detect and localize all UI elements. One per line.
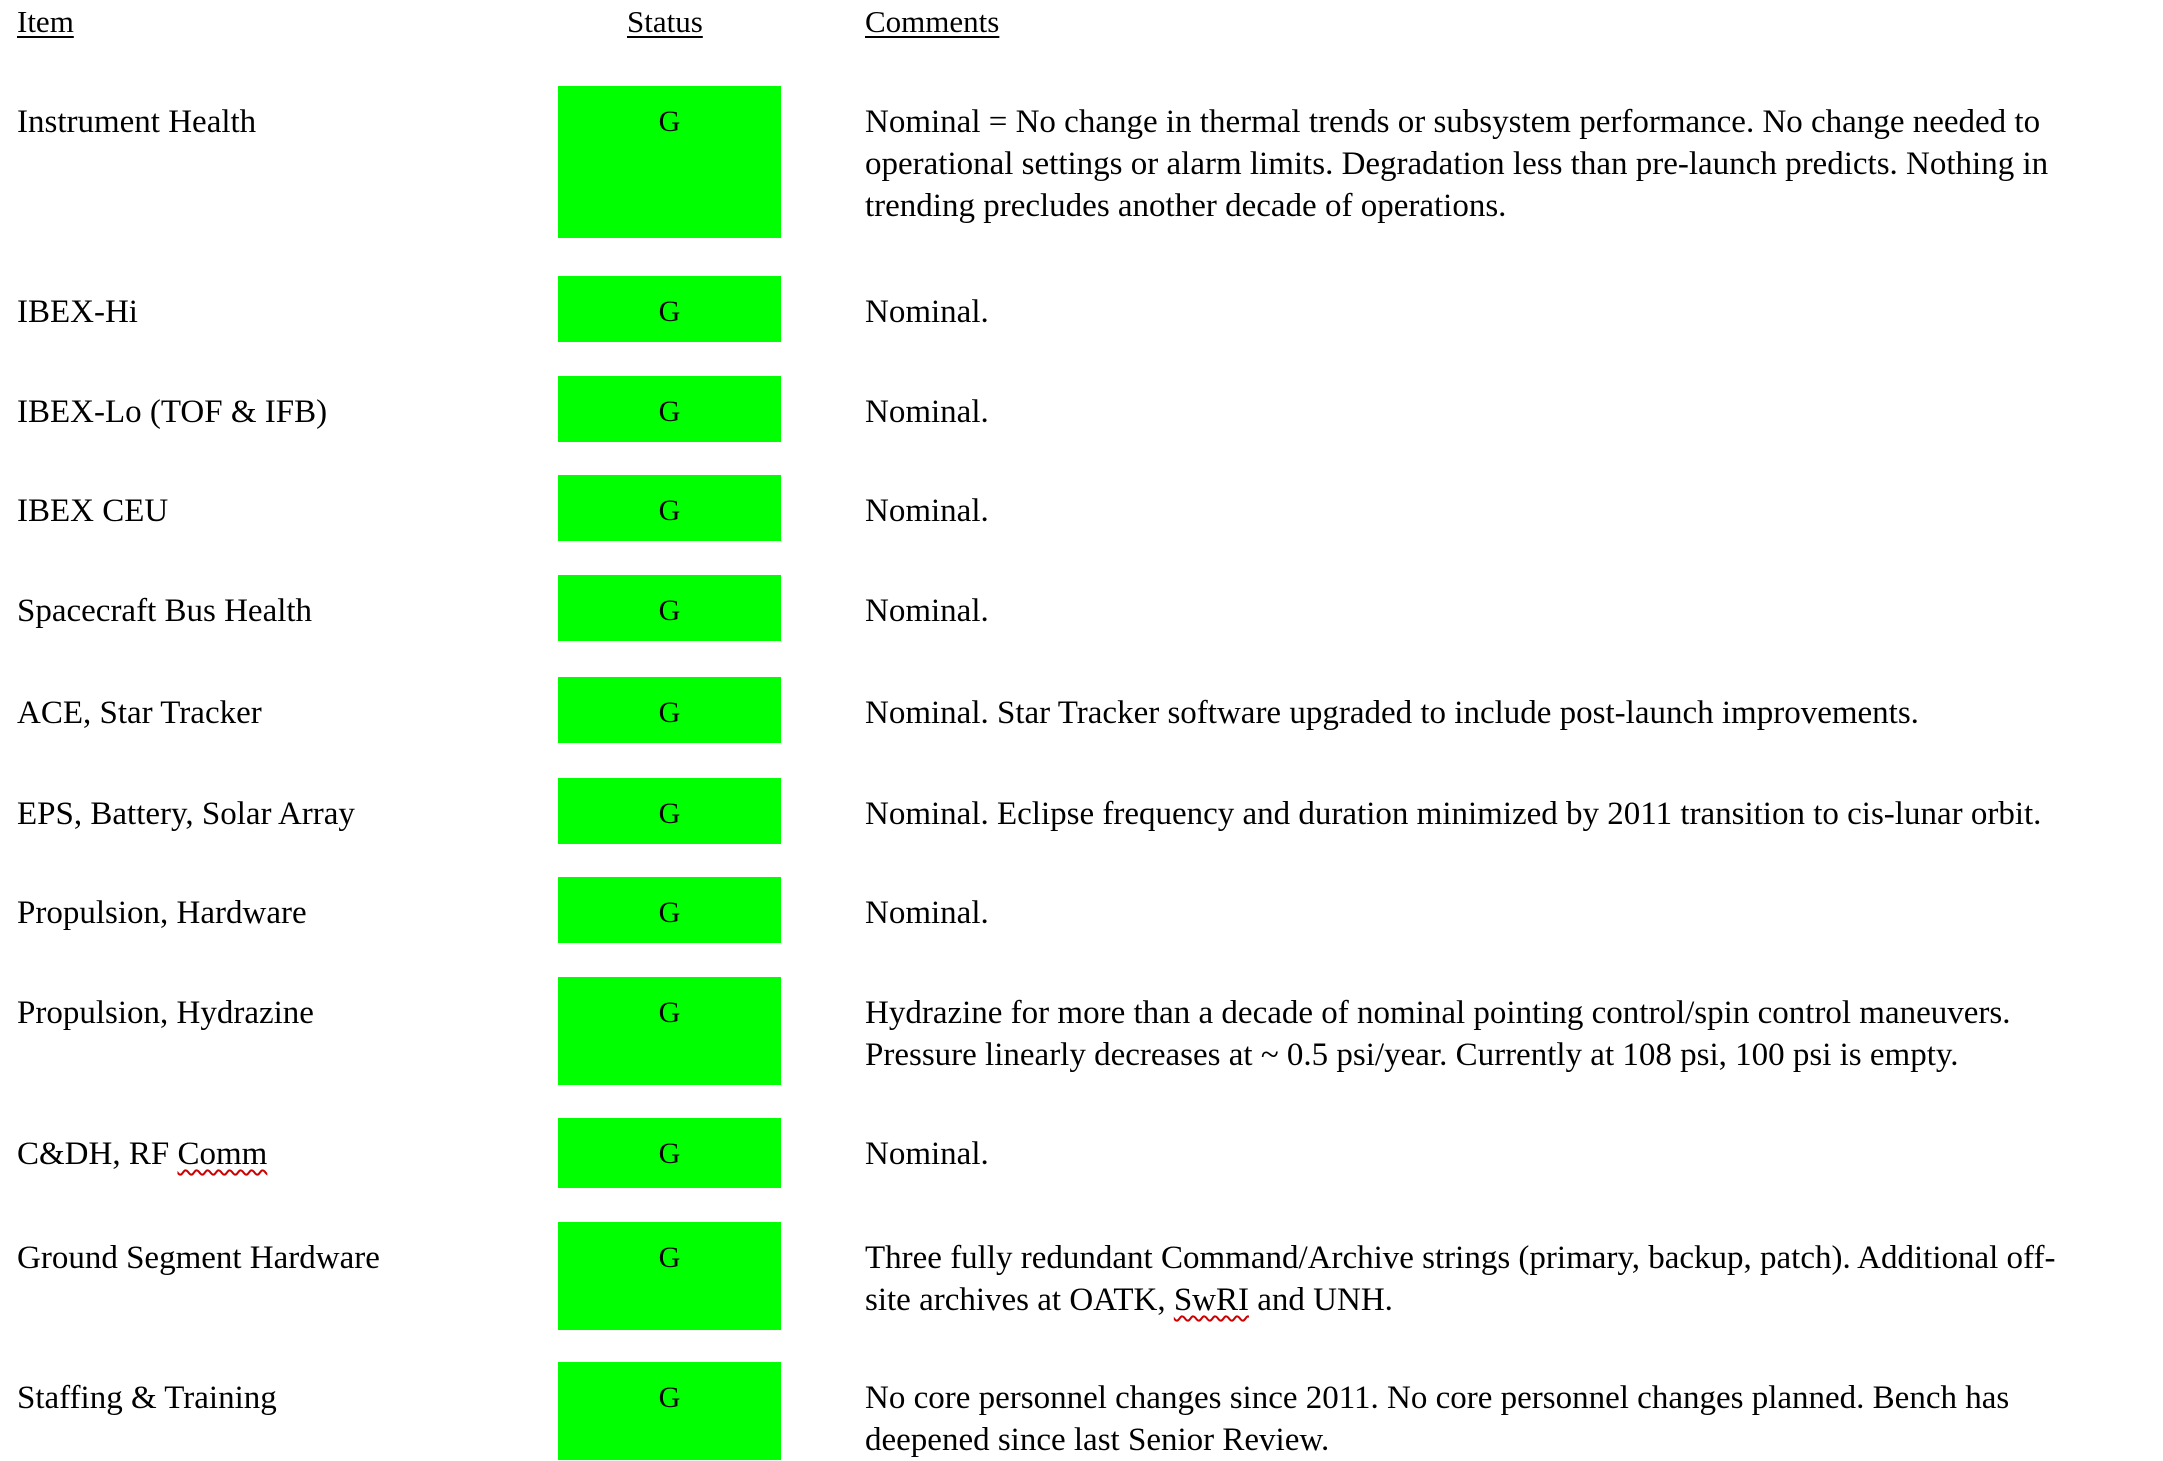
item-label: Propulsion, Hydrazine	[17, 995, 314, 1031]
comment-line: Nominal.	[865, 1136, 989, 1172]
comment-line: Nominal. Star Tracker software upgraded to include post-launch improvements.	[865, 695, 1919, 731]
spellcheck-marked-word: SwRI	[1173, 1282, 1250, 1318]
status-value: G	[658, 896, 681, 929]
comment-line	[865, 1279, 2155, 1321]
status-value: G	[658, 1381, 681, 1414]
comment-line: Nominal = No change in thermal trends or subsystem performance. No change needed to	[865, 104, 2041, 140]
comment-text	[865, 1377, 2155, 1461]
status-value: G	[658, 594, 681, 627]
status-badge	[558, 575, 781, 641]
comment-line: operational settings or alarm limits. Degradation less than pre-launch predicts. Nothing in	[865, 146, 2049, 182]
item-label: EPS, Battery, Solar Array	[17, 796, 355, 832]
status-badge	[558, 376, 781, 442]
comment-text	[865, 590, 2155, 632]
comment-text	[865, 1133, 2155, 1175]
comment-line: Nominal.	[865, 593, 989, 629]
comment-line: trending precludes another decade of operations.	[865, 188, 1507, 224]
status-value: G	[658, 1137, 681, 1170]
header-comments: Comments	[865, 4, 1000, 39]
comment-line: Nominal.	[865, 294, 989, 330]
status-badge	[558, 1118, 781, 1188]
status-badge	[558, 276, 781, 342]
status-badge	[558, 877, 781, 943]
status-badge	[558, 677, 781, 743]
comment-text	[865, 692, 2155, 734]
status-value: G	[658, 696, 681, 729]
item-label	[17, 1133, 267, 1175]
status-badge	[558, 1222, 781, 1330]
status-value: G	[658, 996, 681, 1029]
comment-line: No core personnel changes since 2011. No core personnel changes planned. Bench has	[865, 1380, 2010, 1416]
comment-text	[865, 1237, 2155, 1321]
status-badge	[558, 475, 781, 541]
item-label: Instrument Health	[17, 104, 257, 140]
item-label-prefix: C&DH, RF	[17, 1136, 178, 1172]
status-badge	[558, 778, 781, 844]
comment-text	[865, 793, 2155, 835]
item-label: IBEX-Hi	[17, 294, 138, 330]
comment-line-suffix: and UNH.	[1249, 1282, 1393, 1318]
comment-text	[865, 101, 2155, 227]
comment-text	[865, 490, 2155, 532]
status-badge	[558, 86, 781, 238]
comment-line: Hydrazine for more than a decade of nominal pointing control/spin control maneuvers.	[865, 995, 2011, 1031]
header-status: Status	[627, 4, 703, 39]
comment-line: deepened since last Senior Review.	[865, 1422, 1330, 1458]
status-badge	[558, 1362, 781, 1460]
item-label: Spacecraft Bus Health	[17, 593, 313, 629]
item-label: Propulsion, Hardware	[17, 895, 307, 931]
comment-line: Nominal.	[865, 895, 989, 931]
comment-text	[865, 291, 2155, 333]
status-value: G	[658, 105, 681, 138]
item-label: IBEX CEU	[17, 493, 169, 529]
status-value: G	[658, 797, 681, 830]
status-value: G	[658, 494, 681, 527]
comment-line: Nominal.	[865, 493, 989, 529]
status-value: G	[658, 1241, 681, 1274]
comment-line: Pressure linearly decreases at ~ 0.5 psi/year. Currently at 108 psi, 100 psi is empty.	[865, 1037, 1959, 1073]
spellcheck-marked-word: Comm	[177, 1136, 268, 1172]
status-value: G	[658, 295, 681, 328]
item-label: IBEX-Lo (TOF & IFB)	[17, 394, 328, 430]
item-label: Ground Segment Hardware	[17, 1240, 380, 1276]
comment-text	[865, 892, 2155, 934]
comment-text	[865, 391, 2155, 433]
comment-line: Nominal.	[865, 394, 989, 430]
comment-line-prefix: site archives at OATK,	[865, 1282, 1174, 1318]
header-item: Item	[17, 4, 74, 39]
item-label: Staffing & Training	[17, 1380, 277, 1416]
status-badge	[558, 977, 781, 1085]
comment-text	[865, 992, 2155, 1076]
status-value: G	[658, 395, 681, 428]
comment-line: Three fully redundant Command/Archive strings (primary, backup, patch). Additional off-	[865, 1240, 2056, 1276]
item-label: ACE, Star Tracker	[17, 695, 262, 731]
comment-line: Nominal. Eclipse frequency and duration minimized by 2011 transition to cis-lunar orbit.	[865, 796, 2042, 832]
